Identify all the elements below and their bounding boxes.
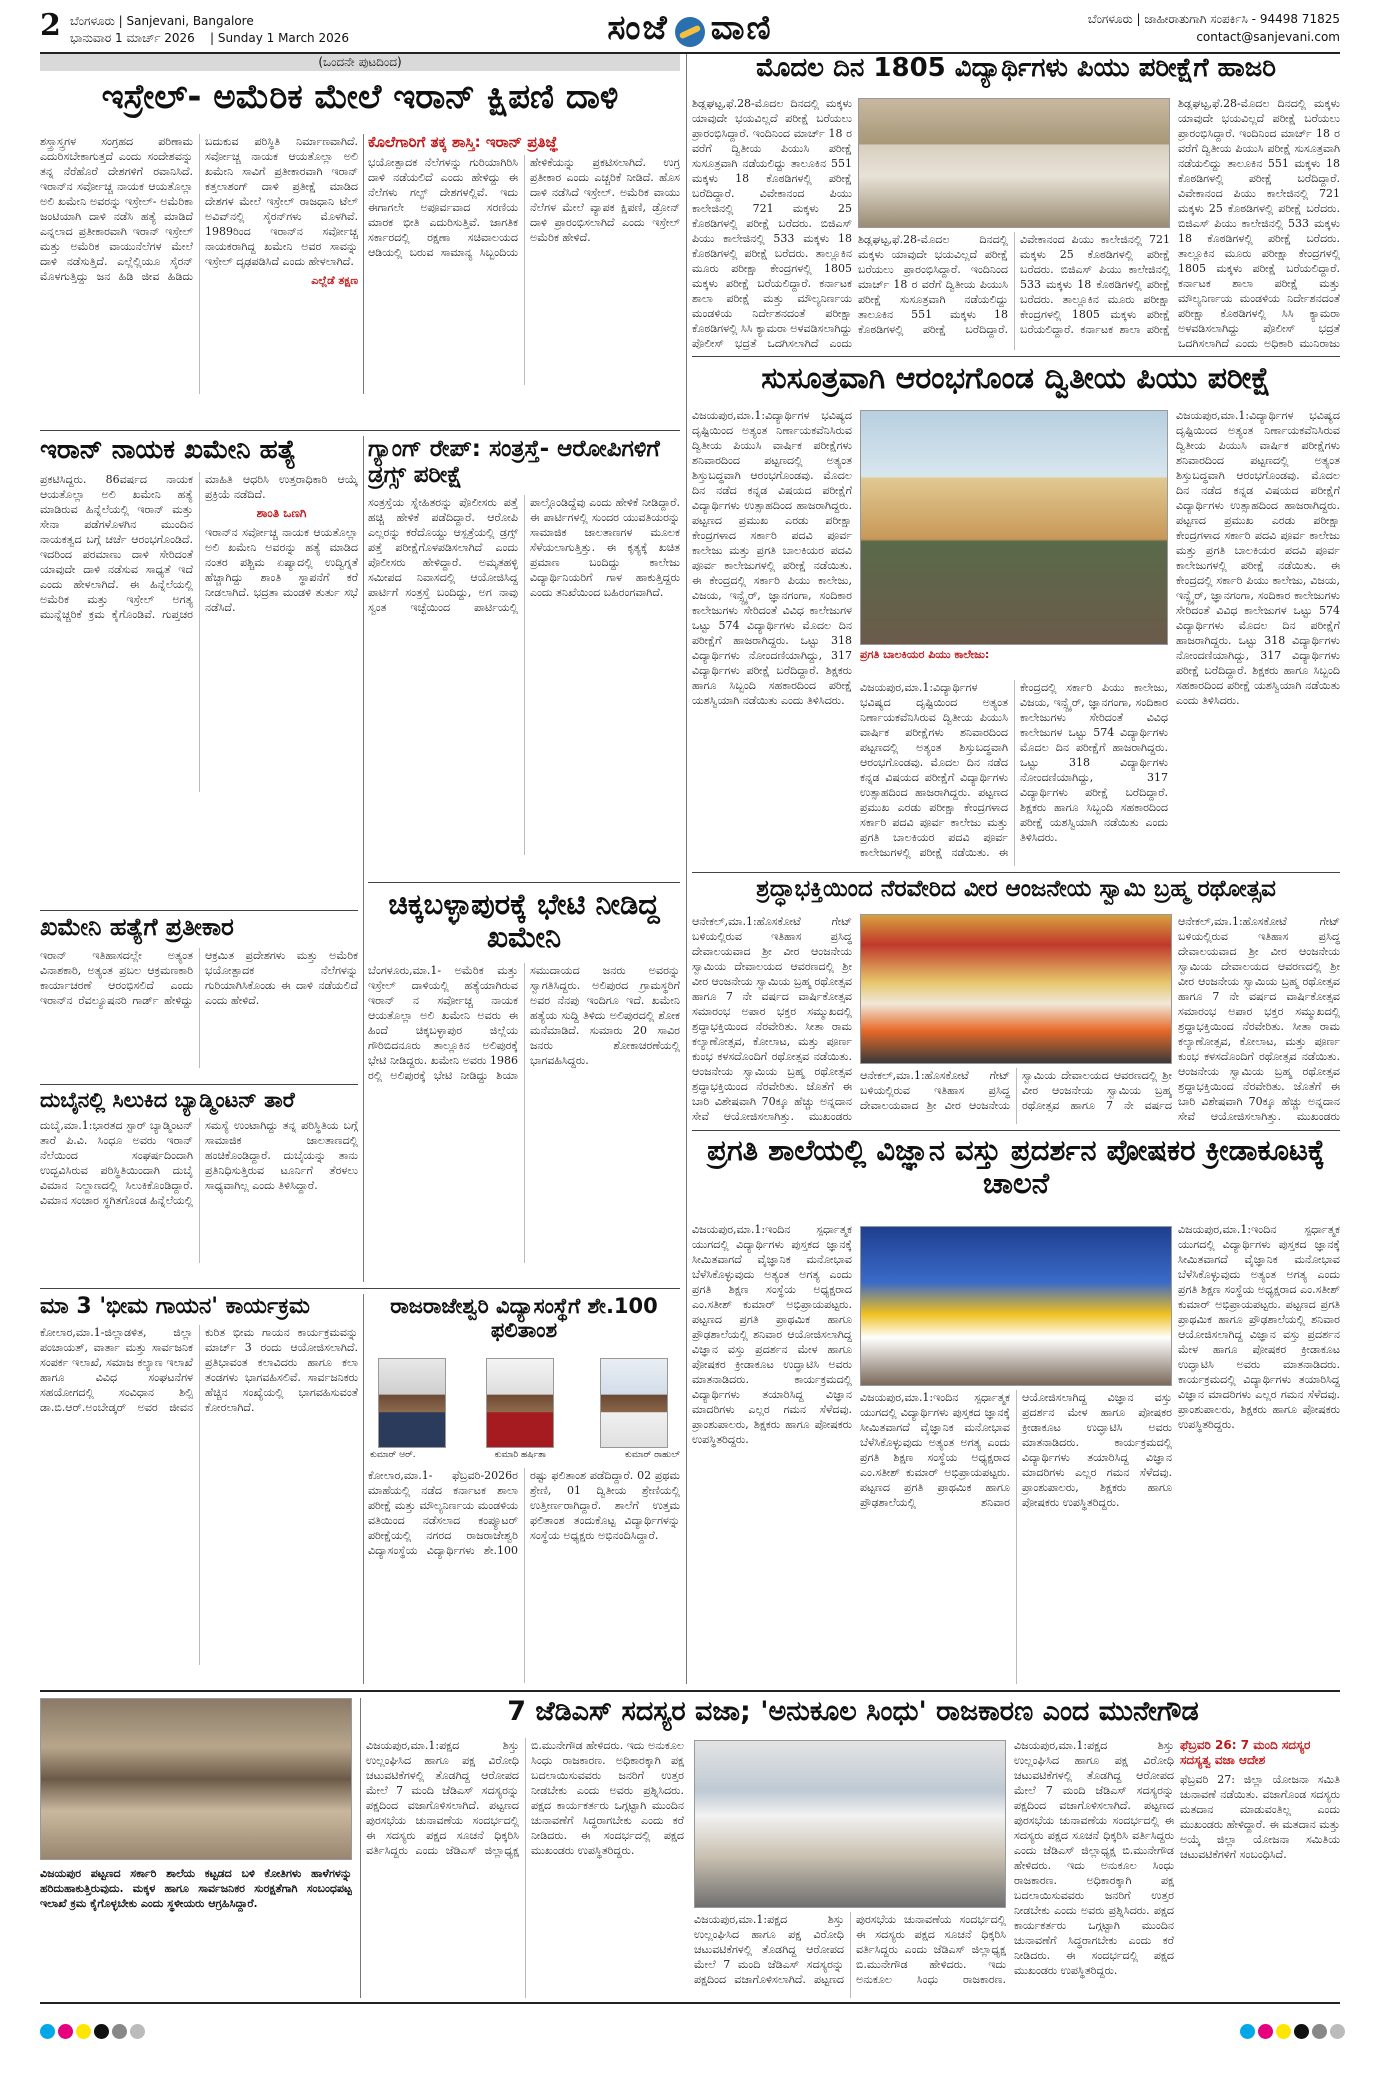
puc-exam-body-col1: ವಿಜಯಪುರ,ಮಾ.1:ವಿದ್ಯಾರ್ಥಿಗಳ ಭವಿಷ್ಯದ ದೃಷ್ಟಿಯಿಂದ ಅತ್ಯಂತ ನಿರ್ಣಾಯಕವೆನಿಸಿರುವ ದ್ವಿತೀಯ ಪಿಯುಸಿ ವಾರ್ಷಿಕ ಪರೀಕ್ಷೆಗಳು ಶನಿವಾರದಿಂದ ಪಟ್ಟಣದಲ್ಲಿ ಅತ್ಯಂತ ಶಿಸ್ತುಬದ್ಧವಾಗಿ ಆರಂಭಗೊಂಡವು. ಮೊದಲ ದಿನ ನಡೆದ ಕನ್ನಡ ವಿಷಯದ ಪರೀಕ್ಷೆಗೆ ವಿದ್ಯಾರ್ಥಿಗಳು ಉತ್ಸಾಹದಿಂದ ಹಾಜರಾಗಿದ್ದರು. ಪಟ್ಟಣದ ಪ್ರಮುಖ ಎರಡು ಪರೀಕ್ಷಾ ಕೇಂದ್ರಗಳಾದ ಸರ್ಕಾರಿ ಪದವಿ ಪೂರ್ವ ಕಾಲೇಜು ಮತ್ತು ಪ್ರಗತಿ ಬಾಲಕಿಯರ ಪದವಿ ಪೂರ್ವ ಕಾಲೇಜುಗಳಲ್ಲಿ ಪರೀಕ್ಷೆ ನಡೆಯಿತು. ಈ ಕೇಂದ್ರದಲ್ಲಿ ಸರ್ಕಾರಿ ಪಿಯು ಕಾಲೇಜು, ವಿಜಯ, ಇನ್ಸ್ಪೈರ್, ಜ್ಞಾನಗಂಗಾ, ಸಂದಿಕಾರ ಕಾಲೇಜುಗಳು ಸೇರಿದಂತೆ ವಿವಿಧ ಕಾಲೇಜುಗಳ ಒಟ್ಟು 574 ವಿದ್ಯಾರ್ಥಿಗಳು ಮೊದಲ ದಿನ ಪರೀಕ್ಷೆಗೆ ಹಾಜರಾಗಿದ್ದರು. ಒಟ್ಟು 318 ವಿದ್ಯಾರ್ಥಿಗಳು ನೋಂದಣಿಯಾಗಿದ್ದು, 317 ವಿದ್ಯಾರ್ಥಿಗಳು ಪರೀಕ್ಷೆ ಬರೆದಿದ್ದಾರೆ. ಶಿಕ್ಷಕರು ಹಾಗೂ ಸಿಬ್ಬಂದಿ ಸಹಕಾರದಿಂದ ಪರೀಕ್ಷೆ ಯಶಸ್ವಿಯಾಗಿ ನಡೆಯಿತು ಎಂದು ತಿಳಿಸಿದರು.: [692, 409, 852, 707]
lead-byline: ಎಲ್ಲೆಡೆ ತಕ್ಷಣ: [311, 274, 358, 287]
student-photo-3: [600, 1358, 668, 1448]
jds-body-col1: ವಿಜಯಪುರ,ಮಾ.1:ಪಕ್ಷದ ಶಿಸ್ತು ಉಲ್ಲಂಘಿಸಿದ ಹಾಗೂ ಪಕ್ಷ ವಿರೋಧಿ ಚಟುವಟಿಕೆಗಳಲ್ಲಿ ತೊಡಗಿದ್ದ ಆರೋಪದ ಮೇಲೆ 7 ಮಂದಿ ಜೆಡಿಎಸ್ ಸದಸ್ಯರನ್ನು ಪಕ್ಷದಿಂದ ವಜಾಗೊಳಿಸಲಾಗಿದೆ. ಪಟ್ಟಣದ ಪುರಸಭೆಯ ಚುನಾವಣೆಯ ಸಂದರ್ಭದಲ್ಲಿ ಈ ಸದಸ್ಯರು ಪಕ್ಷದ ಸೂಚನೆ ಧಿಕ್ಕರಿಸಿ ವರ್ತಿಸಿದ್ದರು ಎಂದು ಜೆಡಿಎಸ್ ಜಿಲ್ಲಾಧ್ಯಕ್ಷ ಬಿ.ಮುನೇಗೌಡ ಹೇಳಿದರು. ಇದು ಅನುಕೂಲ ಸಿಂಧು ರಾಜಕಾರಣ. ಅಧಿಕಾರಕ್ಕಾಗಿ ಪಕ್ಷ ಬದಲಾಯಿಸುವವರು ಜನರಿಗೆ ಉತ್ತರ ನೀಡಬೇಕು ಎಂದು ಅವರು ಪ್ರಶ್ನಿಸಿದರು. ಪಕ್ಷದ ಕಾರ್ಯಕರ್ತರು ಒಗ್ಗಟ್ಟಾಗಿ ಮುಂದಿನ ಚುನಾವಣೆಗೆ ಸಿದ್ಧರಾಗಬೇಕು ಎಂದು ಕರೆ ನೀಡಿದರು. ಈ ಸಂದರ್ಭದಲ್ಲಿ ಪಕ್ಷದ ಮುಖಂಡರು ಉಪಸ್ಥಿತರಿದ್ದರು.: [366, 1739, 684, 1857]
column-divider: [686, 54, 687, 1684]
puc-exam-body-col3: ವಿಜಯಪುರ,ಮಾ.1:ವಿದ್ಯಾರ್ಥಿಗಳ ಭವಿಷ್ಯದ ದೃಷ್ಟಿಯಿಂದ ಅತ್ಯಂತ ನಿರ್ಣಾಯಕವೆನಿಸಿರುವ ದ್ವಿತೀಯ ಪಿಯುಸಿ ವಾರ್ಷಿಕ ಪರೀಕ್ಷೆಗಳು ಶನಿವಾರದಿಂದ ಪಟ್ಟಣದಲ್ಲಿ ಅತ್ಯಂತ ಶಿಸ್ತುಬದ್ಧವಾಗಿ ಆರಂಭಗೊಂಡವು. ಮೊದಲ ದಿನ ನಡೆದ ಕನ್ನಡ ವಿಷಯದ ಪರೀಕ್ಷೆಗೆ ವಿದ್ಯಾರ್ಥಿಗಳು ಉತ್ಸಾಹದಿಂದ ಹಾಜರಾಗಿದ್ದರು. ಪಟ್ಟಣದ ಪ್ರಮುಖ ಎರಡು ಪರೀಕ್ಷಾ ಕೇಂದ್ರಗಳಾದ ಸರ್ಕಾರಿ ಪದವಿ ಪೂರ್ವ ಕಾಲೇಜು ಮತ್ತು ಪ್ರಗತಿ ಬಾಲಕಿಯರ ಪದವಿ ಪೂರ್ವ ಕಾಲೇಜುಗಳಲ್ಲಿ ಪರೀಕ್ಷೆ ನಡೆಯಿತು. ಈ ಕೇಂದ್ರದಲ್ಲಿ ಸರ್ಕಾರಿ ಪಿಯು ಕಾಲೇಜು, ವಿಜಯ, ಇನ್ಸ್ಪೈರ್, ಜ್ಞಾನಗಂಗಾ, ಸಂದಿಕಾರ ಕಾಲೇಜುಗಳು ಸೇರಿದಂತೆ ವಿವಿಧ ಕಾಲೇಜುಗಳ ಒಟ್ಟು 574 ವಿದ್ಯಾರ್ಥಿಗಳು ಮೊದಲ ದಿನ ಪರೀಕ್ಷೆಗೆ ಹಾಜರಾಗಿದ್ದರು. ಒಟ್ಟು 318 ವಿದ್ಯಾರ್ಥಿಗಳು ನೋಂದಣಿಯಾಗಿದ್ದು, 317 ವಿದ್ಯಾರ್ಥಿಗಳು ಪರೀಕ್ಷೆ ಬರೆದಿದ್ದಾರೆ. ಶಿಕ್ಷಕರು ಹಾಗೂ ಸಿಬ್ಬಂದಿ ಸಹಕಾರದಿಂದ ಪರೀಕ್ಷೆ ಯಶಸ್ವಿಯಾಗಿ ನಡೆಯಿತು ಎಂದು ತಿಳಿಸಿದರು.: [1176, 409, 1340, 707]
registration-dot: [76, 2024, 91, 2039]
lead-sub-body: ಭಯೋತ್ಪಾದಕ ನೆಲೆಗಳನ್ನು ಗುರಿಯಾಗಿರಿಸಿ ದಾಳಿ ನಡೆಯಲಿದೆ ಎಂದು ಹೇಳಿದ್ದು ಈ ನೆಲೆಗಳು ಗಲ್ಫ್ ದೇಶಗಳಲ್ಲಿವೆ. ಇದು ಈಗಾಗಲೇ ಅಪೂರ್ವವಾದ ಸರಣಿಯ ಮಾರಕ ಭೀತಿ ಎದುರಿಸುತ್ತಿವೆ. ಜಾಗತಿಕ ಸರ್ಕಾರದಲ್ಲಿ ರಕ್ಷಣಾ ಸಚಿವಾಲಯದ ಆಡಿಯಲ್ಲಿ ಬರುವ ಸಾಮಾನ್ಯ ಸಿಬ್ಬಂದಿಯ ಹೇಳಿಕೆಯನ್ನು ಪ್ರಕಟಿಸಲಾಗಿದೆ. ಉಗ್ರ ಪ್ರತೀಕಾರ ಎಂದು ಎಚ್ಚರಿಕೆ ನೀಡಿದೆ. ಹೊಸ ದಾಳಿ ನಡೆಸಿದೆ ಇಸ್ರೇಲ್. ಅಮೆರಿಕ ವಾಯು ನೆಲೆಗಳ ಮೇಲೆ ವ್ಯಾಪಕ ಕ್ಷಿಪಣಿ, ಡ್ರೋನ್ ದಾಳಿ ಪ್ರಾರಂಭಿಸಲಾಗಿದೆ ಎಂದು ಇಸ್ರೇಲ್ ಅಮೆರಿಕ ಹೇಳಿದೆ.: [368, 156, 680, 260]
chikkaballapur-headline: ಚಿಕ್ಕಬಳ್ಳಾಪುರಕ್ಕೆ ಭೇಟಿ ನೀಡಿದ್ದ ಖಮೇನಿ: [388, 888, 660, 955]
student-caption-3: ಕುಮಾರ್ ರಾಹುಲ್: [625, 1450, 680, 1460]
badminton-headline: ದುಬೈನಲ್ಲಿ ಸಿಲುಕಿದ ಬ್ಯಾಡ್ಮಿಂಟನ್ ತಾರೆ: [40, 1088, 295, 1112]
rape-headline: ಗ್ಯಾಂಗ್ ರೇಪ್: ಸಂತ್ರಸ್ತೆ- ಆರೋಪಿಗಳಿಗೆ ಡ್ರಗ್ಸ್ ಪರೀಕ್ಷೆ: [368, 436, 660, 489]
registration-dot: [94, 2024, 109, 2039]
registration-dot: [1240, 2024, 1255, 2039]
puc-exam-headline: ಸುಸೂತ್ರವಾಗಿ ಆರಂಭಗೊಂಡ ದ್ವಿತೀಯ ಪಿಯು ಪರೀಕ್ಷೆ: [761, 362, 1271, 396]
story-khamenei: [40, 436, 358, 906]
jds-sidebar: [1180, 1738, 1340, 1998]
puc-first-day-headline: ಮೊದಲ ದಿನ 1805 ವಿದ್ಯಾರ್ಥಿಗಳು ಪಿಯು ಪರೀಕ್ಷೆಗೆ ಹಾಜರಿ: [756, 54, 1276, 83]
khamenei-headline: ಇರಾನ್ ನಾಯಕ ಖಮೇನಿ ಹತ್ಯೆ: [40, 436, 297, 465]
badminton-body: ದುಬೈ,ಮಾ.1:ಭಾರತದ ಸ್ಟಾರ್ ಬ್ಯಾಡ್ಮಿಂಟನ್ ತಾರೆ ಪಿ.ವಿ. ಸಿಂಧೂ ಅವರು ಇರಾನ್ ನೆಲೆಯಿಂದ ಸಂಘರ್ಷದಿಂದಾಗಿ ಉದ್ಭವಿಸಿರುವ ಪರಿಸ್ಥಿತಿಯಿಂದಾಗಿ ದುಬೈ ವಿಮಾನ ನಿಲ್ದಾಣದಲ್ಲಿ ಸಿಲುಕಿಕೊಂಡಿದ್ದಾರೆ. ವಿಮಾನ ಸಂಚಾರ ಸ್ಥಗಿತಗೊಂಡ ಹಿನ್ನೆಲೆಯಲ್ಲಿ ಸಮಸ್ಯೆ ಉಂಟಾಗಿದ್ದು ತನ್ನ ಪರಿಸ್ಥಿತಿಯ ಬಗ್ಗೆ ಸಾಮಾಜಿಕ ಜಾಲತಾಣದಲ್ಲಿ ಹಂಚಿಕೊಂಡಿದ್ದಾರೆ. ದುಬೈಯನ್ನು ತಾನು ಪ್ರತಿನಿಧಿಸುತ್ತಿರುವ ಟೂರ್ನಿಗೆ ತೆರಳಲು ಸಾಧ್ಯವಾಗಿಲ್ಲ ಎಂದು ತಿಳಿಸಿದ್ದಾರೆ.: [40, 1119, 358, 1208]
registration-marks-right: [1240, 2024, 1378, 2042]
rathotsava-body-col1: ಆನೇಕಲ್,ಮಾ.1:ಹೊಸಕೋಟೆ ಗೇಟ್ ಬಳಿಯಲ್ಲಿರುವ ಇತಿಹಾಸ ಪ್ರಸಿದ್ಧ ದೇವಾಲಯವಾದ ಶ್ರೀ ವೀರ ಆಂಜನೇಯ ಸ್ವಾಮಿಯ ದೇವಾಲಯದ ಆವರಣದಲ್ಲಿ ಶ್ರೀ ವೀರ ಆಂಜನೇಯ ಸ್ವಾಮಿಯ ಬ್ರಹ್ಮ ರಥೋತ್ಸವ ಹಾಗೂ 7 ನೇ ವರ್ಷದ ವಾರ್ಷಿಕೋತ್ಸವ ಸಮಾರಂಭ ಅಪಾರ ಭಕ್ತರ ಸಮ್ಮುಖದಲ್ಲಿ ಶ್ರದ್ಧಾಭಕ್ತಿಯಿಂದ ನೆರವೇರಿತು. ಸೀತಾ ರಾಮ ಕಲ್ಯಾಣೋತ್ಸವ, ಕೋಲಾಟ, ಮತ್ತು ಪೂರ್ಣ ಕುಂಭ ಕಳಸದೊಂದಿಗೆ ರಥೋತ್ಸವ ನಡೆಯಿತು. ಆಂಜನೇಯ ಸ್ವಾಮಿಯ ಬ್ರಹ್ಮ ರಥೋತ್ಸವ ಶ್ರದ್ಧಾಭಕ್ತಿಯಿಂದ ನೆರವೇರಿತು. ಜೊತೆಗೆ ಈ ಬಾರಿ ವಿಶೇಷವಾಗಿ 70ಕ್ಕೂ ಹೆಚ್ಚು ಅನ್ನದಾನ ಸೇವೆ ಆಯೋಜಿಸಲಾಗಿತ್ತು. ಮುಖಂಡರು: [692, 915, 852, 1123]
registration-dot: [1276, 2024, 1291, 2039]
section-divider: [40, 1690, 1340, 1692]
section-divider: [40, 1288, 680, 1289]
student-photo-2: [486, 1358, 554, 1448]
exam-hall-photo: [858, 98, 1170, 228]
registration-marks-left: [40, 2024, 180, 2042]
student-caption-1: ಕುಮಾರ್ ಆರ್.: [370, 1450, 416, 1460]
lead-sub-story: [368, 134, 680, 394]
story-retaliation: [40, 914, 358, 1084]
jds-meeting-photo: [694, 1740, 1006, 1908]
science-expo-body-col3: ವಿಜಯಪುರ,ಮಾ.1:ಇಂದಿನ ಸ್ಪರ್ಧಾತ್ಮಕ ಯುಗದಲ್ಲಿ ವಿದ್ಯಾರ್ಥಿಗಳು ಪುಸ್ತಕದ ಜ್ಞಾನಕ್ಕೆ ಸೀಮಿತವಾಗದೆ ವೈಜ್ಞಾನಿಕ ಮನೋಭಾವ ಬೆಳೆಸಿಕೊಳ್ಳುವುದು ಅತ್ಯಂತ ಅಗತ್ಯ ಎಂದು ಪ್ರಗತಿ ಶಿಕ್ಷಣ ಸಂಸ್ಥೆಯ ಅಧ್ಯಕ್ಷರಾದ ಎಂ.ಸತೀಶ್ ಕುಮಾರ್ ಅಭಿಪ್ರಾಯಪಟ್ಟರು. ಪಟ್ಟಣದ ಪ್ರಗತಿ ಪ್ರಾಥಮಿಕ ಹಾಗೂ ಪ್ರೌಢಶಾಲೆಯಲ್ಲಿ ಶನಿವಾರ ಆಯೋಜಿಸಲಾಗಿದ್ದ ವಿಜ್ಞಾನ ವಸ್ತು ಪ್ರದರ್ಶನ ಮೇಳ ಹಾಗೂ ಪೋಷಕರ ಕ್ರೀಡಾಕೂಟ ಉದ್ಘಾಟಿಸಿ ಅವರು ಮಾತನಾಡಿದರು. ಕಾರ್ಯಕ್ರಮದಲ್ಲಿ ವಿದ್ಯಾರ್ಥಿಗಳು ತಯಾರಿಸಿದ್ದ ವಿಜ್ಞಾನ ಮಾದರಿಗಳು ಎಲ್ಲರ ಗಮನ ಸೆಳೆದವು. ಪ್ರಾಂಶುಪಾಲರು, ಶಿಕ್ಷಕರು ಹಾಗೂ ಪೋಷಕರು ಉಪಸ್ಥಿತರಿದ್ದರು.: [1178, 1223, 1340, 1431]
student-caption-2: ಕುಮಾರಿ ಹರ್ಷಿತಾ: [494, 1450, 546, 1460]
section-divider: [40, 1084, 358, 1085]
lead-kicker: (ಒಂದನೇ ಪುಟದಿಂದ): [40, 54, 680, 71]
science-expo-body-col2: ವಿಜಯಪುರ,ಮಾ.1:ಇಂದಿನ ಸ್ಪರ್ಧಾತ್ಮಕ ಯುಗದಲ್ಲಿ ವಿದ್ಯಾರ್ಥಿಗಳು ಪುಸ್ತಕದ ಜ್ಞಾನಕ್ಕೆ ಸೀಮಿತವಾಗದೆ ವೈಜ್ಞಾನಿಕ ಮನೋಭಾವ ಬೆಳೆಸಿಕೊಳ್ಳುವುದು ಅತ್ಯಂತ ಅಗತ್ಯ ಎಂದು ಪ್ರಗತಿ ಶಿಕ್ಷಣ ಸಂಸ್ಥೆಯ ಅಧ್ಯಕ್ಷರಾದ ಎಂ.ಸತೀಶ್ ಕುಮಾರ್ ಅಭಿಪ್ರಾಯಪಟ್ಟರು. ಪಟ್ಟಣದ ಪ್ರಗತಿ ಪ್ರಾಥಮಿಕ ಹಾಗೂ ಪ್ರೌಢಶಾಲೆಯಲ್ಲಿ ಶನಿವಾರ ಆಯೋಜಿಸಲಾಗಿದ್ದ ವಿಜ್ಞಾನ ವಸ್ತು ಪ್ರದರ್ಶನ ಮೇಳ ಹಾಗೂ ಪೋಷಕರ ಕ್ರೀಡಾಕೂಟ ಉದ್ಘಾಟಿಸಿ ಅವರು ಮಾತನಾಡಿದರು. ಕಾರ್ಯಕ್ರಮದಲ್ಲಿ ವಿದ್ಯಾರ್ಥಿಗಳು ತಯಾರಿಸಿದ್ದ ವಿಜ್ಞಾನ ಮಾದರಿಗಳು ಎಲ್ಲರ ಗಮನ ಸೆಳೆದವು. ಪ್ರಾಂಶುಪಾಲರು, ಶಿಕ್ಷಕರು ಹಾಗೂ ಪೋಷಕರು ಉಪಸ್ಥಿತರಿದ್ದರು.: [860, 1391, 1172, 1509]
college-photo: [860, 410, 1168, 645]
story-badminton: [40, 1088, 358, 1283]
masthead-left: ಸಂಜೆ: [607, 8, 669, 48]
khamenei-body2: ಇರಾನ್‌ನ ಸರ್ವೋಚ್ಚ ನಾಯಕ ಆಯತೊಲ್ಲಾ ಅಲಿ ಖಮೇನಿ ಅವರನ್ನು ಹತ್ಯೆ ಮಾಡಿದ ನಂತರ ಪಶ್ಚಿಮ ಏಷ್ಯಾದಲ್ಲಿ ಉದ್ವಿಗ್ನತೆ ಹೆಚ್ಚಾಗಿದ್ದು ಶಾಂತಿ ಸ್ಥಾಪನೆಗೆ ಕರೆ ನೀಡಲಾಗಿದೆ. ಭದ್ರತಾ ಮಂಡಳಿ ತುರ್ತು ಸಭೆ ನಡೆಸಿದೆ.: [205, 525, 358, 614]
registration-dot: [130, 2024, 145, 2039]
registration-dot: [40, 2024, 55, 2039]
bheema-body: ಕೋಲಾರ,ಮಾ.1-ಜಿಲ್ಲಾಡಳಿತ, ಜಿಲ್ಲಾ ಪಂಚಾಯತ್, ವಾರ್ತಾ ಮತ್ತು ಸಾರ್ವಜನಿಕ ಸಂಪರ್ಕ ಇಲಾಖೆ, ಸಮಾಜ ಕಲ್ಯಾಣ ಇಲಾಖೆ ಹಾಗೂ ವಿವಿಧ ಸಂಘಟನೆಗಳ ಸಹಯೋಗದಲ್ಲಿ ಸಂವಿಧಾನ ಶಿಲ್ಪಿ ಡಾ.ಬಿ.ಆರ್.ಅಂಬೇಡ್ಕರ್ ಅವರ ಜೀವನ ಕುರಿತ ಭೀಮ ಗಾಯನ ಕಾರ್ಯಕ್ರಮವನ್ನು ಮಾರ್ಚ್ 3 ರಂದು ಆಯೋಜಿಸಲಾಗಿದೆ. ಪ್ರತಿಭಾವಂತ ಕಲಾವಿದರು ಹಾಗೂ ಕಲಾ ತಂಡಗಳು ಭಾಗವಹಿಸಲಿವೆ. ಸಾರ್ವಜನಿಕರು ಹೆಚ್ಚಿನ ಸಂಖ್ಯೆಯಲ್ಲಿ ಭಾಗವಹಿಸುವಂತೆ ಕೋರಲಾಗಿದೆ.: [40, 1326, 358, 1415]
section-divider: [692, 1130, 1340, 1131]
lead-headline: ಇಸ್ರೇಲ್- ಅಮೆರಿಕ ಮೇಲೆ ಇರಾನ್ ಕ್ಷಿಪಣಿ ದಾಳಿ: [101, 78, 619, 117]
jds-body-col3: ವಿಜಯಪುರ,ಮಾ.1:ಪಕ್ಷದ ಶಿಸ್ತು ಉಲ್ಲಂಘಿಸಿದ ಹಾಗೂ ಪಕ್ಷ ವಿರೋಧಿ ಚಟುವಟಿಕೆಗಳಲ್ಲಿ ತೊಡಗಿದ್ದ ಆರೋಪದ ಮೇಲೆ 7 ಮಂದಿ ಜೆಡಿಎಸ್ ಸದಸ್ಯರನ್ನು ಪಕ್ಷದಿಂದ ವಜಾಗೊಳಿಸಲಾಗಿದೆ. ಪಟ್ಟಣದ ಪುರಸಭೆಯ ಚುನಾವಣೆಯ ಸಂದರ್ಭದಲ್ಲಿ ಈ ಸದಸ್ಯರು ಪಕ್ಷದ ಸೂಚನೆ ಧಿಕ್ಕರಿಸಿ ವರ್ತಿಸಿದ್ದರು ಎಂದು ಜೆಡಿಎಸ್ ಜಿಲ್ಲಾಧ್ಯಕ್ಷ ಬಿ.ಮುನೇಗೌಡ ಹೇಳಿದರು. ಇದು ಅನುಕೂಲ ಸಿಂಧು ರಾಜಕಾರಣ. ಅಧಿಕಾರಕ್ಕಾಗಿ ಪಕ್ಷ ಬದಲಾಯಿಸುವವರು ಜನರಿಗೆ ಉತ್ತರ ನೀಡಬೇಕು ಎಂದು ಅವರು ಪ್ರಶ್ನಿಸಿದರು. ಪಕ್ಷದ ಕಾರ್ಯಕರ್ತರು ಒಗ್ಗಟ್ಟಾಗಿ ಮುಂದಿನ ಚುನಾವಣೆಗೆ ಸಿದ್ಧರಾಗಬೇಕು ಎಂದು ಕರೆ ನೀಡಿದರು. ಈ ಸಂದರ್ಭದಲ್ಲಿ ಪಕ್ಷದ ಮುಖಂಡರು ಉಪಸ್ಥಿತರಿದ್ದರು.: [1014, 1739, 1174, 1977]
puc-exam-body-col2: ವಿಜಯಪುರ,ಮಾ.1:ವಿದ್ಯಾರ್ಥಿಗಳ ಭವಿಷ್ಯದ ದೃಷ್ಟಿಯಿಂದ ಅತ್ಯಂತ ನಿರ್ಣಾಯಕವೆನಿಸಿರುವ ದ್ವಿತೀಯ ಪಿಯುಸಿ ವಾರ್ಷಿಕ ಪರೀಕ್ಷೆಗಳು ಶನಿವಾರದಿಂದ ಪಟ್ಟಣದಲ್ಲಿ ಅತ್ಯಂತ ಶಿಸ್ತುಬದ್ಧವಾಗಿ ಆರಂಭಗೊಂಡವು. ಮೊದಲ ದಿನ ನಡೆದ ಕನ್ನಡ ವಿಷಯದ ಪರೀಕ್ಷೆಗೆ ವಿದ್ಯಾರ್ಥಿಗಳು ಉತ್ಸಾಹದಿಂದ ಹಾಜರಾಗಿದ್ದರು. ಪಟ್ಟಣದ ಪ್ರಮುಖ ಎರಡು ಪರೀಕ್ಷಾ ಕೇಂದ್ರಗಳಾದ ಸರ್ಕಾರಿ ಪದವಿ ಪೂರ್ವ ಕಾಲೇಜು ಮತ್ತು ಪ್ರಗತಿ ಬಾಲಕಿಯರ ಪದವಿ ಪೂರ್ವ ಕಾಲೇಜುಗಳಲ್ಲಿ ಪರೀಕ್ಷೆ ನಡೆಯಿತು. ಈ ಕೇಂದ್ರದಲ್ಲಿ ಸರ್ಕಾರಿ ಪಿಯು ಕಾಲೇಜು, ವಿಜಯ, ಇನ್ಸ್ಪೈರ್, ಜ್ಞಾನಗಂಗಾ, ಸಂದಿಕಾರ ಕಾಲೇಜುಗಳು ಸೇರಿದಂತೆ ವಿವಿಧ ಕಾಲೇಜುಗಳ ಒಟ್ಟು 574 ವಿದ್ಯಾರ್ಥಿಗಳು ಮೊದಲ ದಿನ ಪರೀಕ್ಷೆಗೆ ಹಾಜರಾಗಿದ್ದರು. ಒಟ್ಟು 318 ವಿದ್ಯಾರ್ಥಿಗಳು ನೋಂದಣಿಯಾಗಿದ್ದು, 317 ವಿದ್ಯಾರ್ಥಿಗಳು ಪರೀಕ್ಷೆ ಬರೆದಿದ್ದಾರೆ. ಶಿಕ್ಷಕರು ಹಾಗೂ ಸಿಬ್ಬಂದಿ ಸಹಕಾರದಿಂದ ಪರೀಕ್ಷೆ ಯಶಸ್ವಿಯಾಗಿ ನಡೆಯಿತು ಎಂದು ತಿಳಿಸಿದರು.: [860, 681, 1168, 859]
story-chikkaballapur: [368, 888, 680, 1282]
bheema-headline: ಮಾ 3 'ಭೀಮ ಗಾಯನ' ಕಾರ್ಯಕ್ರಮ: [40, 1294, 310, 1319]
science-expo-headline: ಪ್ರಗತಿ ಶಾಲೆಯಲ್ಲಿ ವಿಜ್ಞಾನ ವಸ್ತು ಪ್ರದರ್ಶನ ಪೋಷಕರ ಕ್ರೀಡಾಕೂಟಕ್ಕೆ ಚಾಲನೆ: [707, 1134, 1325, 1201]
story-bheema: [40, 1294, 358, 1684]
jds-side-heading: ಫೆಬ್ರವರಿ 26: 7 ಮಂದಿ ಸದಸ್ಯರ ಸದಸ್ಯತ್ವ ವಜಾ ಆದೇಶ: [1180, 1738, 1311, 1767]
chikkaballapur-body: ಬೆಂಗಳೂರು,ಮಾ.1- ಅಮೆರಿಕ ಮತ್ತು ಇಸ್ರೇಲ್ ದಾಳಿಯಲ್ಲಿ ಹತ್ಯೆಯಾಗಿರುವ ಇರಾನ್ ನ ಸರ್ವೋಚ್ಚ ನಾಯಕ ಆಯತೊಲ್ಲಾ ಅಲಿ ಖಮೇನಿ ಅವರು ಈ ಹಿಂದೆ ಚಿಕ್ಕಬಳ್ಳಾಪುರ ಜಿಲ್ಲೆಯ ಗೌರಿಬಿದನೂರು ತಾಲ್ಲೂಕಿನ ಅಲಿಪುರಕ್ಕೆ ಭೇಟಿ ನೀಡಿದ್ದರು. ಖಮೇನಿ ಅವರು 1986 ರಲ್ಲಿ ಅಲಿಪುರಕ್ಕೆ ಭೇಟಿ ನೀಡಿದ್ದು ಶಿಯಾ ಸಮುದಾಯದ ಜನರು ಅವರನ್ನು ಸ್ವಾಗತಿಸಿದ್ದರು. ಅಲಿಪುರದ ಗ್ರಾಮಸ್ಥರಿಗೆ ಅವರ ನೆನಪು ಇಂದಿಗೂ ಇದೆ. ಖಮೇನಿ ಹತ್ಯೆಯ ಸುದ್ದಿ ತಿಳಿದು ಅಲಿಪುರದಲ್ಲಿ ಶೋಕ ಮನೆಮಾಡಿದೆ. ಸುಮಾರು 20 ಸಾವಿರ ಜನರು ಶೋಕಾಚರಣೆಯಲ್ಲಿ ಭಾಗವಹಿಸಿದ್ದರು.: [368, 963, 680, 1082]
section-divider: [40, 430, 680, 431]
rathotsava-body-col2: ಆನೇಕಲ್,ಮಾ.1:ಹೊಸಕೋಟೆ ಗೇಟ್ ಬಳಿಯಲ್ಲಿರುವ ಇತಿಹಾಸ ಪ್ರಸಿದ್ಧ ದೇವಾಲಯವಾದ ಶ್ರೀ ವೀರ ಆಂಜನೇಯ ಸ್ವಾಮಿಯ ದೇವಾಲಯದ ಆವರಣದಲ್ಲಿ ಶ್ರೀ ವೀರ ಆಂಜನೇಯ ಸ್ವಾಮಿಯ ಬ್ರಹ್ಮ ರಥೋತ್ಸವ ಹಾಗೂ 7 ನೇ ವರ್ಷದ: [860, 1069, 1172, 1112]
monkey-caption: ವಿಜಯಪುರ ಪಟ್ಟಣದ ಸರ್ಕಾರಿ ಶಾಲೆಯ ಕಟ್ಟಡದ ಬಳಿ ಕೋತಿಗಳು ಹಾಳೆಗಳನ್ನು ಹರಿದುಹಾಕುತ್ತಿರುವುದು. ಮಕ್ಕಳ ಹಾಗೂ ಸಾರ್ವಜನಿಕರ ಸುರಕ್ಷತೆಗಾಗಿ ಸಂಬಂಧಪಟ್ಟ ಇಲಾಖೆ ಕ್ರಮ ಕೈಗೊಳ್ಳಬೇಕು ಎಂದು ಸ್ಥಳೀಯರು ಆಗ್ರಹಿಸಿದ್ದಾರೆ.: [40, 1867, 352, 1910]
khamenei-subtitle: ಶಾಂತಿ ಒಣಗಿ: [256, 505, 307, 520]
puc-first-day-body-col3: ಶಿಡ್ಲಘಟ್ಟ,ಫೆ.28-ಮೊದಲ ದಿನದಲ್ಲಿ ಮಕ್ಕಳು ಯಾವುದೇ ಭಯವಿಲ್ಲದೆ ಪರೀಕ್ಷೆ ಬರೆಯಲು ಪ್ರಾರಂಭಿಸಿದ್ದಾರೆ. ಇಂದಿನಿಂದ ಮಾರ್ಚ್ 18 ರ ವರೆಗೆ ದ್ವಿತೀಯ ಪಿಯುಸಿ ಪರೀಕ್ಷೆ ಸುಸೂತ್ರವಾಗಿ ನಡೆಯಲಿದ್ದು ತಾಲೂಕಿನ 551 ಮಕ್ಕಳು 18 ಕೊಠಡಿಗಳಲ್ಲಿ ಪರೀಕ್ಷೆ ಬರೆದಿದ್ದಾರೆ. ವಿವೇಕಾನಂದ ಪಿಯು ಕಾಲೇಜಿನಲ್ಲಿ 721 ಮಕ್ಕಳು 25 ಕೊಠಡಿಗಳಲ್ಲಿ ಪರೀಕ್ಷೆ ಬರೆದರು. ಬಿಜಿಎಸ್ ಪಿಯು ಕಾಲೇಜಿನಲ್ಲಿ 533 ಮಕ್ಕಳು 18 ಕೊಠಡಿಗಳಲ್ಲಿ ಪರೀಕ್ಷೆ ಬರೆದರು. ತಾಲ್ಲೂಕಿನ ಮೂರು ಪರೀಕ್ಷಾ ಕೇಂದ್ರಗಳಲ್ಲಿ 1805 ಮಕ್ಕಳು ಪರೀಕ್ಷೆ ಬರೆಯಲಿದ್ದಾರೆ. ಕರ್ನಾಟಕ ಶಾಲಾ ಪರೀಕ್ಷೆ ಮತ್ತು ಮೌಲ್ಯನಿರ್ಣಯ ಮಂಡಳಿಯ ನಿರ್ದೇಶನದಂತೆ ಪರೀಕ್ಷಾ ಕೊಠಡಿಗಳಲ್ಲಿ ಸಿಸಿ ಕ್ಯಾಮರಾ ಅಳವಡಿಸಲಾಗಿದ್ದು ಪೊಲೀಸ್ ಭದ್ರತೆ ಒದಗಿಸಲಾಗಿದೆ ಎಂದು ಅಧಿಕಾರಿ ಮುನಿರಾಜು: [1178, 97, 1340, 350]
khamenei-body-text: ಪ್ರಕಟಿಸಿದ್ದರು. 86ವರ್ಷದ ನಾಯಕ ಆಯತೊಲ್ಲಾ ಅಲಿ ಖಮೇನಿ ಹತ್ಯೆ ಮಾಡಿರುವ ಹಿನ್ನೆಲೆಯಲ್ಲಿ ಇರಾನ್ ಮತ್ತು ಸೇನಾ ಪಡೆಗಳೊಳಗಿನ ಮುಂದಿನ ನಾಯಕತ್ವದ ಬಗ್ಗೆ ಚರ್ಚೆ ಆರಂಭಗೊಂಡಿದೆ. ಇದರಿಂದ ಪರಮಾಣು ದಾಳಿ ಸೇರಿದಂತೆ ಯಾವುದೇ ದಾಳಿ ನಡೆಸುವ ಸಾಧ್ಯತೆ ಇದೆ ಎಂದು ಹೇಳಲಾಗಿದೆ. ಈ ಹಿನ್ನೆಲೆಯಲ್ಲಿ ಅಮೆರಿಕ ಮತ್ತು ಇಸ್ರೇಲ್ ಅಗತ್ಯ ಮುನ್ನೆಚ್ಚರಿಕೆ ಕ್ರಮ ಕೈಗೊಂಡಿವೆ. ಗುಪ್ತಚರ ಮಾಹಿತಿ ಆಧರಿಸಿ ಉತ್ತರಾಧಿಕಾರಿ ಆಯ್ಕೆ ಪ್ರಕ್ರಿಯೆ ನಡೆದಿದೆ.: [40, 472, 358, 621]
science-expo-body-col1: ವಿಜಯಪುರ,ಮಾ.1:ಇಂದಿನ ಸ್ಪರ್ಧಾತ್ಮಕ ಯುಗದಲ್ಲಿ ವಿದ್ಯಾರ್ಥಿಗಳು ಪುಸ್ತಕದ ಜ್ಞಾನಕ್ಕೆ ಸೀಮಿತವಾಗದೆ ವೈಜ್ಞಾನಿಕ ಮನೋಭಾವ ಬೆಳೆಸಿಕೊಳ್ಳುವುದು ಅತ್ಯಂತ ಅಗತ್ಯ ಎಂದು ಪ್ರಗತಿ ಶಿಕ್ಷಣ ಸಂಸ್ಥೆಯ ಅಧ್ಯಕ್ಷರಾದ ಎಂ.ಸತೀಶ್ ಕುಮಾರ್ ಅಭಿಪ್ರಾಯಪಟ್ಟರು. ಪಟ್ಟಣದ ಪ್ರಗತಿ ಪ್ರಾಥಮಿಕ ಹಾಗೂ ಪ್ರೌಢಶಾಲೆಯಲ್ಲಿ ಶನಿವಾರ ಆಯೋಜಿಸಲಾಗಿದ್ದ ವಿಜ್ಞಾನ ವಸ್ತು ಪ್ರದರ್ಶನ ಮೇಳ ಹಾಗೂ ಪೋಷಕರ ಕ್ರೀಡಾಕೂಟ ಉದ್ಘಾಟಿಸಿ ಅವರು ಮಾತನಾಡಿದರು. ಕಾರ್ಯಕ್ರಮದಲ್ಲಿ ವಿದ್ಯಾರ್ಥಿಗಳು ತಯಾರಿಸಿದ್ದ ವಿಜ್ಞಾನ ಮಾದರಿಗಳು ಎಲ್ಲರ ಗಮನ ಸೆಳೆದವು. ಪ್ರಾಂಶುಪಾಲರು, ಶಿಕ್ಷಕರು ಹಾಗೂ ಪೋಷಕರು ಉಪಸ್ಥಿತರಿದ್ದರು.: [692, 1223, 852, 1446]
khamenei-body: [40, 472, 358, 792]
rajarajeshwari-headline: ರಾಜರಾಜೇಶ್ವರಿ ವಿದ್ಯಾಸಂಸ್ಥೆಗೆ ಶೇ.100 ಫಲಿತಾಂಶ: [390, 1294, 658, 1343]
page-header-left: [40, 10, 460, 50]
registration-dot: [1312, 2024, 1327, 2039]
rathotsava-body-col3: ಆನೇಕಲ್,ಮಾ.1:ಹೊಸಕೋಟೆ ಗೇಟ್ ಬಳಿಯಲ್ಲಿರುವ ಇತಿಹಾಸ ಪ್ರಸಿದ್ಧ ದೇವಾಲಯವಾದ ಶ್ರೀ ವೀರ ಆಂಜನೇಯ ಸ್ವಾಮಿಯ ದೇವಾಲಯದ ಆವರಣದಲ್ಲಿ ಶ್ರೀ ವೀರ ಆಂಜನೇಯ ಸ್ವಾಮಿಯ ಬ್ರಹ್ಮ ರಥೋತ್ಸವ ಹಾಗೂ 7 ನೇ ವರ್ಷದ ವಾರ್ಷಿಕೋತ್ಸವ ಸಮಾರಂಭ ಅಪಾರ ಭಕ್ತರ ಸಮ್ಮುಖದಲ್ಲಿ ಶ್ರದ್ಧಾಭಕ್ತಿಯಿಂದ ನೆರವೇರಿತು. ಸೀತಾ ರಾಮ ಕಲ್ಯಾಣೋತ್ಸವ, ಕೋಲಾಟ, ಮತ್ತು ಪೂರ್ಣ ಕುಂಭ ಕಳಸದೊಂದಿಗೆ ರಥೋತ್ಸವ ನಡೆಯಿತು. ಆಂಜನೇಯ ಸ್ವಾಮಿಯ ಬ್ರಹ್ಮ ರಥೋತ್ಸವ ಶ್ರದ್ಧಾಭಕ್ತಿಯಿಂದ ನೆರವೇರಿತು. ಜೊತೆಗೆ ಈ ಬಾರಿ ವಿಶೇಷವಾಗಿ 70ಕ್ಕೂ ಹೆಚ್ಚು ಅನ್ನದಾನ ಸೇವೆ ಆಯೋಜಿಸಲಾಗಿತ್ತು. ಮುಖಂಡರು: [1178, 915, 1340, 1123]
student-photo-1: [378, 1358, 446, 1448]
retaliation-headline: ಖಮೇನಿ ಹತ್ಯೆಗೆ ಪ್ರತೀಕಾರ: [40, 914, 234, 941]
rajarajeshwari-body: ಕೋಲಾರ,ಮಾ.1- ಫೆಬ್ರವರಿ-2026ರ ಮಾಹೆಯಲ್ಲಿ ನಡೆದ ಕರ್ನಾಟಕ ಶಾಲಾ ಪರೀಕ್ಷೆ ಮತ್ತು ಮೌಲ್ಯನಿರ್ಣಯ ಮಂಡಳಿಯ ವತಿಯಿಂದ ನಡೆಸಲಾದ ಕಂಪ್ಯೂಟರ್ ಪರೀಕ್ಷೆಯಲ್ಲಿ ನಗರದ ರಾಜರಾಜೇಶ್ವರಿ ವಿದ್ಯಾಸಂಸ್ಥೆಯ ವಿದ್ಯಾರ್ಥಿಗಳು ಶೇ.100 ರಷ್ಟು ಫಲಿತಾಂಶ ಪಡೆದಿದ್ದಾರೆ. 02 ಪ್ರಥಮ ಶ್ರೇಣಿ, 01 ದ್ವಿತೀಯ ಶ್ರೇಣಿಯಲ್ಲಿ ಉತ್ತೀರ್ಣರಾಗಿದ್ದಾರೆ. ಶಾಲೆಗೆ ಉತ್ತಮ ಫಲಿತಾಂಶ ತಂದುಕೊಟ್ಟ ವಿದ್ಯಾರ್ಥಿಗಳನ್ನು ಸಂಸ್ಥೆಯ ಅಧ್ಯಕ್ಷರು ಅಭಿನಂದಿಸಿದ್ದಾರೆ.: [368, 1469, 680, 1557]
header-date-kannada: ಭಾನುವಾರ 1 ಮಾರ್ಚ್ 2026: [70, 31, 195, 45]
registration-dot: [112, 2024, 127, 2039]
rathotsava-photo: [860, 914, 1172, 1064]
section-divider: [368, 882, 680, 883]
rape-body: ಸಂತ್ರಸ್ತೆಯ ಸ್ನೇಹಿತರನ್ನು ಪೊಲೀಸರು ಪತ್ತೆ ಹಚ್ಚಿ ಹೇಳಿಕೆ ಪಡೆದಿದ್ದಾರೆ. ಆರೋಪಿ ಎಲ್ಲರನ್ನು ಕರೆದೊಯ್ದು ಆಸ್ಪತ್ರೆಯಲ್ಲಿ ಡ್ರಗ್ಸ್ ಪತ್ತೆ ಪರೀಕ್ಷೆಗೊಳಪಡಿಸಲಾಗಿದೆ ಎಂದು ಪೊಲೀಸರು ಹೇಳಿದ್ದಾರೆ. ಅಮೃತಹಳ್ಳಿ ಸಮೀಪದ ನಿವಾಸದಲ್ಲಿ ಆಯೋಜಿಸಿದ್ದ ಪಾರ್ಟಿಗೆ ಸಂತ್ರಸ್ತೆ ಬಂದಿದ್ದು, ಅಗ ನಾವು ಸ್ವಂತ ಇಚ್ಛೆಯಿಂದ ಪಾರ್ಟಿಯಲ್ಲಿ ಪಾಲ್ಗೊಂಡಿದ್ದೆವು ಎಂದು ಹೇಳಿಕೆ ನೀಡಿದ್ದಾರೆ. ಈ ಪಾರ್ಟಿಗಳಲ್ಲಿ ಸುಂದರ ಯುವತಿಯರನ್ನು ಸಾಮಾಜಿಕ ಜಾಲತಾಣಗಳ ಮೂಲಕ ಸೆಳೆಯಲಾಗುತ್ತಿತ್ತು. ಈ ಕೃತ್ಯಕ್ಕೆ ಖಚಿತ ಪ್ರಮಾಣ ಬಂದಿದ್ದು ಕಾಲೇಜು ವಿದ್ಯಾರ್ಥಿನಿಯರಿಗೆ ಗಾಳ ಹಾಕುತ್ತಿದ್ದರು ಎಂದು ತನಿಖೆಯಿಂದ ಬಹಿರಂಗವಾಗಿದೆ.: [368, 495, 680, 614]
jds-headline: 7 ಜೆಡಿಎಸ್ ಸದಸ್ಯರ ವಜಾ; 'ಅನುಕೂಲ ಸಿಂಧು' ರಾಜಕಾರಣ ಎಂದ ಮುನೇಗೌಡ: [507, 1696, 1199, 1727]
puc-first-day-body-col1: ಶಿಡ್ಲಘಟ್ಟ,ಫೆ.28-ಮೊದಲ ದಿನದಲ್ಲಿ ಮಕ್ಕಳು ಯಾವುದೇ ಭಯವಿಲ್ಲದೆ ಪರೀಕ್ಷೆ ಬರೆಯಲು ಪ್ರಾರಂಭಿಸಿದ್ದಾರೆ. ಇಂದಿನಿಂದ ಮಾರ್ಚ್ 18 ರ ವರೆಗೆ ದ್ವಿತೀಯ ಪಿಯುಸಿ ಪರೀಕ್ಷೆ ಸುಸೂತ್ರವಾಗಿ ನಡೆಯಲಿದ್ದು ತಾಲೂಕಿನ 551 ಮಕ್ಕಳು 18 ಕೊಠಡಿಗಳಲ್ಲಿ ಪರೀಕ್ಷೆ ಬರೆದಿದ್ದಾರೆ. ವಿವೇಕಾನಂದ ಪಿಯು ಕಾಲೇಜಿನಲ್ಲಿ 721 ಮಕ್ಕಳು 25 ಕೊಠಡಿಗಳಲ್ಲಿ ಪರೀಕ್ಷೆ ಬರೆದರು. ಬಿಜಿಎಸ್ ಪಿಯು ಕಾಲೇಜಿನಲ್ಲಿ 533 ಮಕ್ಕಳು 18 ಕೊಠಡಿಗಳಲ್ಲಿ ಪರೀಕ್ಷೆ ಬರೆದರು. ತಾಲ್ಲೂಕಿನ ಮೂರು ಪರೀಕ್ಷಾ ಕೇಂದ್ರಗಳಲ್ಲಿ 1805 ಮಕ್ಕಳು ಪರೀಕ್ಷೆ ಬರೆಯಲಿದ್ದಾರೆ. ಕರ್ನಾಟಕ ಶಾಲಾ ಪರೀಕ್ಷೆ ಮತ್ತು ಮೌಲ್ಯನಿರ್ಣಯ ಮಂಡಳಿಯ ನಿರ್ದೇಶನದಂತೆ ಪರೀಕ್ಷಾ ಕೊಠಡಿಗಳಲ್ಲಿ ಸಿಸಿ ಕ್ಯಾಮರಾ ಅಳವಡಿಸಲಾಗಿದ್ದು ಪೊಲೀಸ್ ಭದ್ರತೆ ಒದಗಿಸಲಾಗಿದೆ ಎಂದು: [692, 97, 852, 350]
header-email: contact@sanjevani.com: [1196, 30, 1340, 44]
header-date-english: Sunday 1 March 2026: [217, 31, 350, 45]
registration-dot: [1330, 2024, 1345, 2039]
registration-dot: [1258, 2024, 1273, 2039]
section-divider: [40, 910, 358, 911]
retaliation-body: ಇರಾನ್ ಇತಿಹಾಸದಲ್ಲೇ ಅತ್ಯಂತ ವಿನಾಶಕಾರಿ, ಅತ್ಯಂತ ಪ್ರಬಲ ಆಕ್ರಮಣಕಾರಿ ಕಾರ್ಯಾಚರಣೆ ಆರಂಭಿಸಲಿದೆ ಎಂದು ಇರಾನ್‌ನ ರೆವಲ್ಯೂಷನರಿ ಗಾರ್ಡ್ ಹೇಳಿದ್ದು ಆಕ್ರಮಿತ ಪ್ರದೇಶಗಳು ಮತ್ತು ಅಮೆರಿಕ ಭಯೋತ್ಪಾದಕ ನೆಲೆಗಳನ್ನು ಗುರಿಯಾಗಿಸಿಕೊಂಡು ಈ ದಾಳಿ ನಡೆಯಲಿದೆ ಎಂದು ಹೇಳಿದೆ.: [40, 948, 358, 1007]
header-meta: ಬೆಂಗಳೂರು | Sanjevani, Bangalore ಭಾನುವಾರ 1 ಮಾರ್ಚ್ 2026 | Sunday 1 March 2026: [70, 14, 350, 45]
lead-body-text: ಶಸ್ತ್ರಾಸ್ತ್ರಗಳ ಸಂಗ್ರಹದ ಪರಿಣಾಮ ಎದುರಿಸಬೇಕಾಗುತ್ತದೆ ಎಂದು ಸಂದೇಶವನ್ನು ತನ್ನ ನೆರೆಹೊರೆ ದೇಶಗಳಿಗೆ ರವಾನಿಸಿದೆ. ಇರಾನ್‌ನ ಸರ್ವೋಚ್ಚ ನಾಯಕ ಆಯತೊಲ್ಲಾ ಅಲಿ ಖಮೇನಿ ಅವರನ್ನು ಇಸ್ರೇಲ್- ಅಮೆರಿಕಾ ಜಂಟಿಯಾಗಿ ದಾಳಿ ನಡೆಸಿ ಹತ್ಯೆ ಮಾಡಿದೆ ಎನ್ನಲಾದ ಪ್ರತೀಕಾರವಾಗಿ ಇರಾನ್ ಇಸ್ರೇಲ್ ಮತ್ತು ಅಮೆರಿಕ ವಾಯುನೆಲೆಗಳ ಮೇಲೆ ದಾಳಿ ನಡೆಸುತ್ತಿದೆ. ಎಲ್ಲೆಲ್ಲಿಯೂ ಸೈರನ್ ಮೊಳಗುತ್ತಿದ್ದು ಜನ ಹಿಡಿ ಜೀವ ಹಿಡಿದು ಬದುಕುವ ಪರಿಸ್ಥಿತಿ ನಿರ್ಮಾಣವಾಗಿದೆ. ಸರ್ವೋಚ್ಚ ನಾಯಕ ಆಯತೊಲ್ಲಾ ಅಲಿ ಖಮೇನಿ ಸಾವಿಗೆ ಪ್ರತೀಕಾರವಾಗಿ ಇರಾನ್ ಕತ್ತಲಾಶಂಗ್ ದಾಳಿ ಪ್ರತೀಕ್ಷೆ ಮಾಡಿದ ದೇಶಗಳ ಮೇಲೆ ಇಸ್ರೇಲ್ ರಾಜಧಾನಿ ಟೆಲ್ ಅವಿವ್‌ನಲ್ಲಿ ಸೈರನ್‌ಗಳು ಮೊಳಗಿವೆ. 1989ರಿಂದ ಇರಾನ್‌ನ ಸರ್ವೋಚ್ಚ ನಾಯಕರಾಗಿದ್ದ ಖಮೇನಿ ಅವರ ಸಾವನ್ನು ಇಸ್ರೇಲ್ ದೃಢಪಡಿಸಿದೆ ಎಂದು ಹೇಳಲಾಗಿದೆ.: [40, 135, 358, 283]
science-expo-photo: [860, 1226, 1172, 1386]
jds-body-col2: ವಿಜಯಪುರ,ಮಾ.1:ಪಕ್ಷದ ಶಿಸ್ತು ಉಲ್ಲಂಘಿಸಿದ ಹಾಗೂ ಪಕ್ಷ ವಿರೋಧಿ ಚಟುವಟಿಕೆಗಳಲ್ಲಿ ತೊಡಗಿದ್ದ ಆರೋಪದ ಮೇಲೆ 7 ಮಂದಿ ಜೆಡಿಎಸ್ ಸದಸ್ಯರನ್ನು ಪಕ್ಷದಿಂದ ವಜಾಗೊಳಿಸಲಾಗಿದೆ. ಪಟ್ಟಣದ ಪುರಸಭೆಯ ಚುನಾವಣೆಯ ಸಂದರ್ಭದಲ್ಲಿ ಈ ಸದಸ್ಯರು ಪಕ್ಷದ ಸೂಚನೆ ಧಿಕ್ಕರಿಸಿ ವರ್ತಿಸಿದ್ದರು ಎಂದು ಜೆಡಿಎಸ್ ಜಿಲ್ಲಾಧ್ಯಕ್ಷ ಬಿ.ಮುನೇಗೌಡ ಹೇಳಿದರು. ಇದು ಅನುಕೂಲ ಸಿಂಧು ರಾಜಕಾರಣ.: [694, 1913, 1006, 1986]
lead-body: [40, 134, 358, 394]
column-divider: [363, 436, 364, 1282]
column-divider: [363, 134, 364, 394]
column-divider: [363, 1294, 364, 1684]
rathotsava-headline: ಶ್ರದ್ಧಾಭಕ್ತಿಯಿಂದ ನೆರವೇರಿದ ವೀರ ಆಂಜನೇಯ ಸ್ವಾಮಿ ಬ್ರಹ್ಮ ರಥೋತ್ಸವ: [756, 876, 1276, 902]
registration-dot: [58, 2024, 73, 2039]
jds-side-body: ಫೆಬ್ರವರಿ 27: ಜಿಲ್ಲಾ ಯೋಜನಾ ಸಮಿತಿ ಚುನಾವಣೆ ನಡೆಯಿತು. ವಜಾಗೊಂಡ ಸದಸ್ಯರು ಮತದಾನ ಮಾಡುವಂತಿಲ್ಲ ಎಂದು ಮುಖಂಡರು ಹೇಳಿದ್ದಾರೆ. ಈ ಮತದಾನ ಮತ್ತು ಅಯ್ಕೆ ಜಿಲ್ಲಾ ಯೋಜನಾ ಸಮಿತಿಯ ಚಟುವಟಿಕೆಗಳಿಗೆ ಸಂಬಂಧಿಸಿದೆ.: [1180, 1773, 1340, 1861]
puc-first-day-body-col2: ಶಿಡ್ಲಘಟ್ಟ,ಫೆ.28-ಮೊದಲ ದಿನದಲ್ಲಿ ಮಕ್ಕಳು ಯಾವುದೇ ಭಯವಿಲ್ಲದೆ ಪರೀಕ್ಷೆ ಬರೆಯಲು ಪ್ರಾರಂಭಿಸಿದ್ದಾರೆ. ಇಂದಿನಿಂದ ಮಾರ್ಚ್ 18 ರ ವರೆಗೆ ದ್ವಿತೀಯ ಪಿಯುಸಿ ಪರೀಕ್ಷೆ ಸುಸೂತ್ರವಾಗಿ ನಡೆಯಲಿದ್ದು ತಾಲೂಕಿನ 551 ಮಕ್ಕಳು 18 ಕೊಠಡಿಗಳಲ್ಲಿ ಪರೀಕ್ಷೆ ಬರೆದಿದ್ದಾರೆ. ವಿವೇಕಾನಂದ ಪಿಯು ಕಾಲೇಜಿನಲ್ಲಿ 721 ಮಕ್ಕಳು 25 ಕೊಠಡಿಗಳಲ್ಲಿ ಪರೀಕ್ಷೆ ಬರೆದರು. ಬಿಜಿಎಸ್ ಪಿಯು ಕಾಲೇಜಿನಲ್ಲಿ 533 ಮಕ್ಕಳು 18 ಕೊಠಡಿಗಳಲ್ಲಿ ಪರೀಕ್ಷೆ ಬರೆದರು. ತಾಲ್ಲೂಕಿನ ಮೂರು ಪರೀಕ್ಷಾ ಕೇಂದ್ರಗಳಲ್ಲಿ 1805 ಮಕ್ಕಳು ಪರೀಕ್ಷೆ ಬರೆಯಲಿದ್ದಾರೆ. ಕರ್ನಾಟಕ ಶಾಲಾ ಪರೀಕ್ಷೆ: [858, 233, 1170, 336]
section-divider: [692, 356, 1340, 357]
page-header-right: [1000, 10, 1340, 50]
footer-rule: [40, 2002, 1340, 2004]
globe-logo-icon: [675, 17, 705, 47]
section-divider: [692, 872, 1340, 873]
header-city: ಬೆಂಗಳೂರು: [70, 14, 115, 28]
header-publication: Sanjevani, Bangalore: [126, 14, 254, 28]
masthead-right: ವಾಣಿ: [710, 8, 773, 48]
story-rape: [368, 436, 680, 876]
column-divider: [360, 1698, 361, 1998]
monkey-photo: [40, 1698, 352, 1860]
page-number: 2: [40, 10, 61, 43]
lead-sub-headline: ಕೊಲೆಗಾರಿಗೆ ತಕ್ಕ ಶಾಸ್ತಿ: ಇರಾನ್ ಪ್ರತಿಜ್ಞೆ: [368, 134, 559, 151]
student-captions: [370, 1450, 680, 1464]
registration-dot: [1294, 2024, 1309, 2039]
masthead: [560, 6, 820, 52]
header-contact: ಬೆಂಗಳೂರು | ಜಾಹೀರಾತುಗಾಗಿ ಸಂಪರ್ಕಿಸಿ - 94498 71825: [1087, 12, 1340, 26]
college-photo-caption: ಪ್ರಗತಿ ಬಾಲಕಿಯರ ಪಿಯು ಕಾಲೇಜು:: [860, 648, 990, 661]
